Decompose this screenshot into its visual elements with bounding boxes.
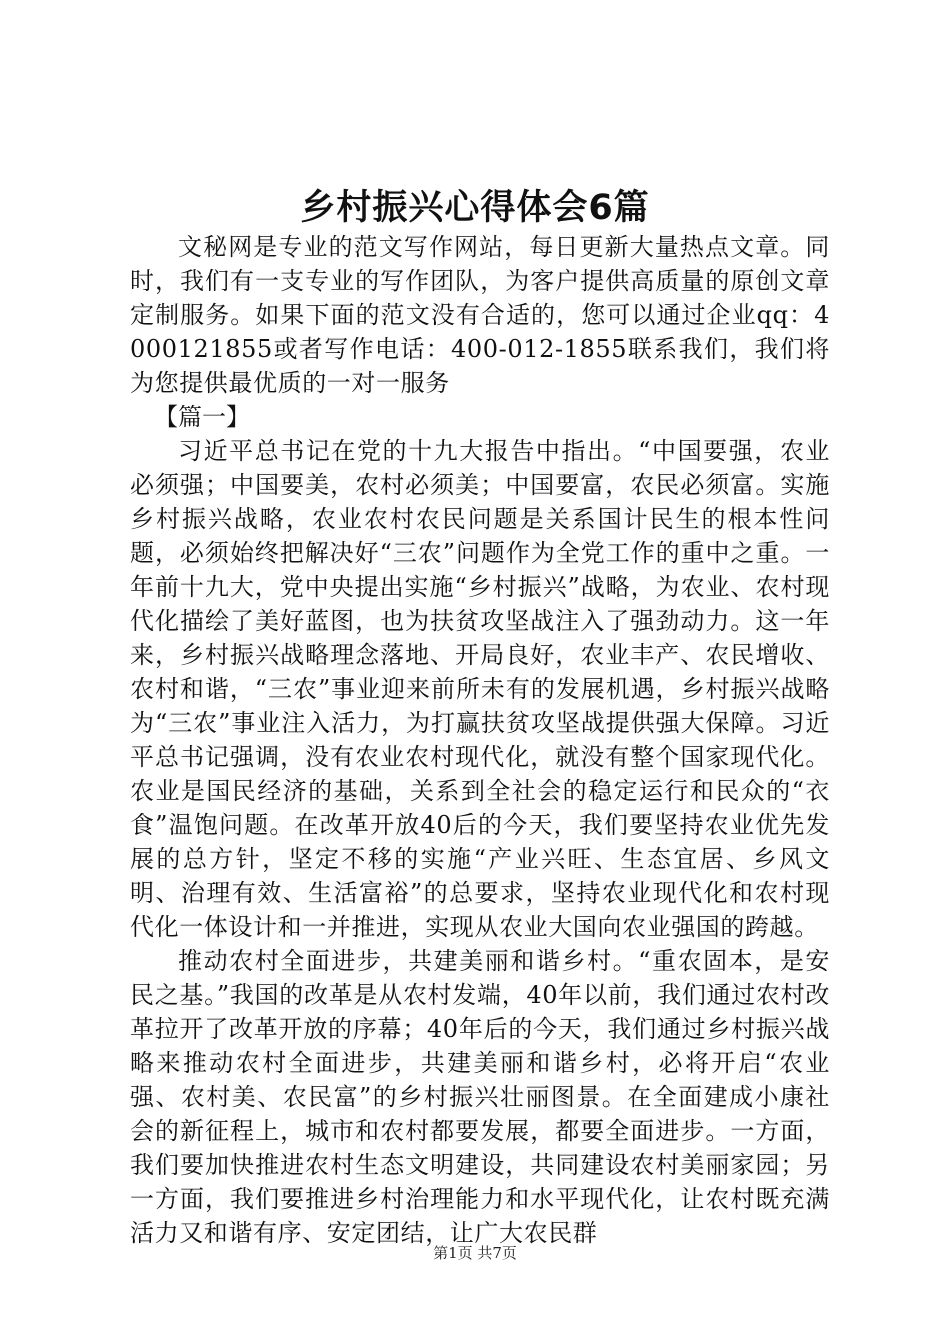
intro-paragraph: 文秘网是专业的范文写作网站，每日更新大量热点文章。同时，我们有一支专业的写作团队，为客户提供高质量的原创文章定制服务。如果下面的范文没有合适的，您可以通过企业qq：4000121855或者写作电话：400-012-1855联系我们，我们将为您提供最优质的一对一服务: [130, 233, 830, 397]
document-body: [130, 230, 830, 1250]
page-number-footer: 第1页 共7页: [433, 1244, 517, 1262]
body-paragraph-1: 习近平总书记在党的十九大报告中指出。“中国要强，农业必须强；中国要美，农村必须美；中国要富，农民必须富。实施乡村振兴战略，农业农村农民问题是关系国计民生的根本性问题，必须始终把解决好“三农”问题作为全党工作的重中之重。一年前十九大，党中央提出实施“乡村振兴”战略，为农业、农村现代化描绘了美好蓝图，也为扶贫攻坚战注入了强劲动力。这一年来，乡村振兴战略理念落地、开局良好，农业丰产、农民增收、农村和谐，“三农”事业迎来前所未有的发展机遇，乡村振兴战略为“三农”事业注入活力，为打赢扶贫攻坚战提供强大保障。习近平总书记强调，没有农业农村现代化，就没有整个国家现代化。农业是国民经济的基础，关系到全社会的稳定运行和民众的“衣食”温饱问题。在改革开放40后的今天，我们要坚持农业优先发展的总方针，坚定不移的实施“产业兴旺、生态宜居、乡风文明、治理有效、生活富裕”的总要求，坚持农业现代化和农村现代化一体设计和一并推进，实现从农业大国向农业强国的跨越。: [130, 437, 830, 941]
section-heading: 【篇一】: [154, 403, 250, 431]
body-paragraph-2: 推动农村全面进步，共建美丽和谐乡村。“重农固本，是安民之基。”我国的改革是从农村发端，40年以前，我们通过农村改革拉开了改革开放的序幕；40年后的今天，我们通过乡村振兴战略来推动农村全面进步，共建美丽和谐乡村，必将开启“农业强、农村美、农民富”的乡村振兴壮丽图景。在全面建成小康社会的新征程上，城市和农村都要发展，都要全面进步。一方面，我们要加快推进农村生态文明建设，共同建设农村美丽家园；另一方面，我们要推进乡村治理能力和水平现代化，让农村既充满活力又和谐有序、安定团结，让广大农民群: [130, 947, 830, 1247]
document-title: 乡村振兴心得体会6篇: [300, 188, 650, 228]
